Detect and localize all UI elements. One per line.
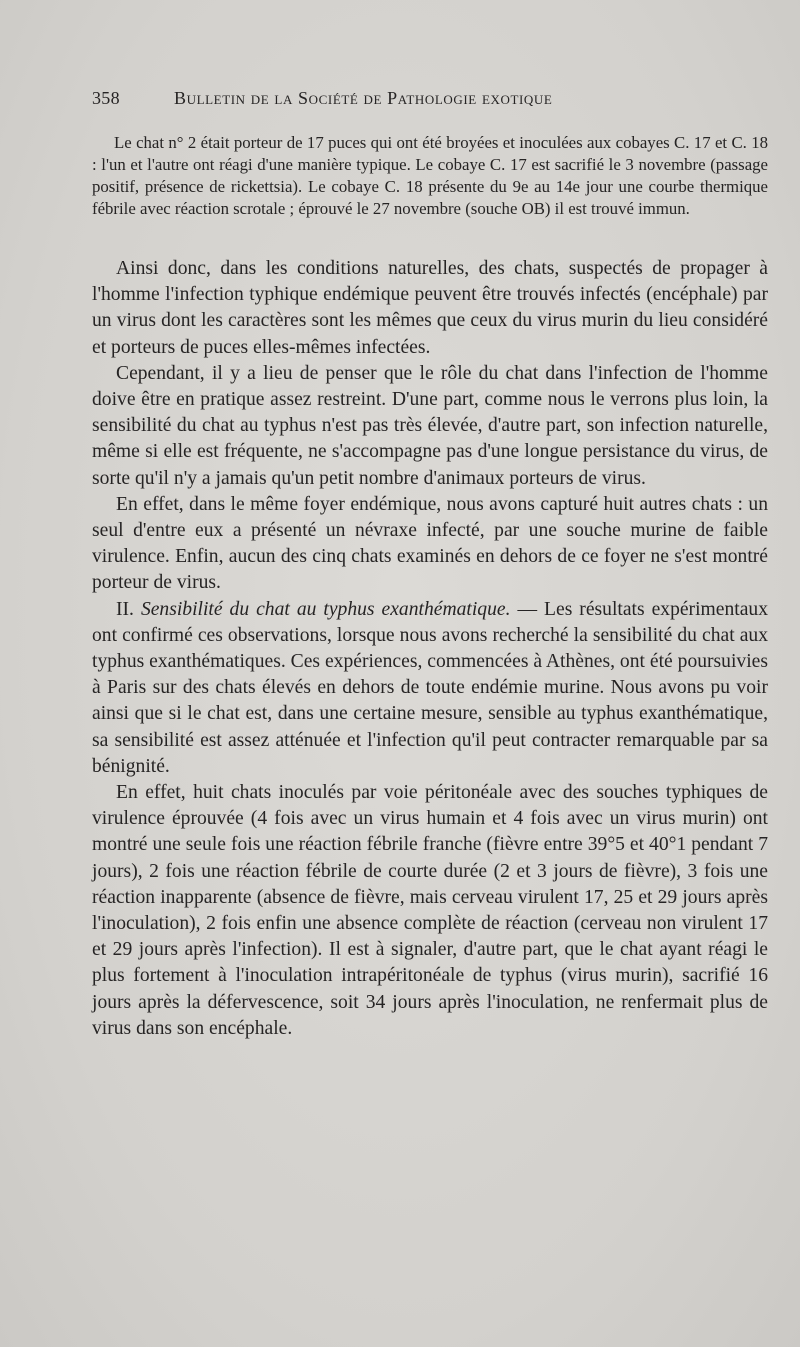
paragraph-conclusion: Ainsi donc, dans les conditions naturelles, des chats, suspectés de propager à l'homme l'infection typhique endémique peuvent être trouvés infectés (encéphale) par un virus dont les caractères sont les mêmes que ceux du virus murin du lieu considéré et porteurs de puces elles-mêmes infectées. bbox=[92, 258, 768, 358]
paragraph-cat-2-experiment: Le chat n° 2 était porteur de 17 puces qui ont été broyées et inoculées aux cobayes C. 17 et C. 18 : l'un et l'autre ont réagi d'une manière typique. Le cobaye C. 17 est sacrifié le 3 novembre (passage positif, présence de rickettsia). Le cobaye C. 18 présente du 9e au 14e jour une courbe thermique fébrile avec réaction scrotale ; éprouvé le 27 novembre (souche OB) il est trouvé immun. bbox=[92, 133, 768, 218]
page-number: 358 bbox=[92, 88, 120, 108]
page-body bbox=[92, 132, 768, 1042]
section-ii-body: — Les résultats expérimentaux ont confirmé ces observations, lorsque nous avons recherché la sensibilité du chat aux typhus exanthématiques. Ces expériences, commencées à Athènes, ont été poursuivies à Paris sur des chats élevés en dehors de toute endémie murine. Nous avons pu voir ainsi que si le chat est, dans une certaine mesure, sensible au typhus exanthématique, sa sensibilité est assez atténuée et l'infection qu'il peut contracter remarquable par sa bénignité. bbox=[92, 598, 768, 777]
paragraph-other-cats: En effet, dans le même foyer endémique, nous avons capturé huit autres chats : un seul d'entre eux a présenté un névraxe infecté, par une souche murine de faible virulence. Enfin, aucun des cinq chats examinés en dehors de ce foyer ne s'est montré porteur de virus. bbox=[92, 493, 768, 594]
paragraph-inoculation-results: En effet, huit chats inoculés par voie péritonéale avec des souches typhiques de virulence éprouvée (4 fois avec un virus humain et 4 fois avec un virus murin) ont montré une seule fois une réaction fébrile franche (fièvre entre 39°5 et 40°1 pendant 7 jours), 2 fois une réaction fébrile de courte durée (2 et 3 jours de fièvre), 3 fois une réaction inapparente (absence de fièvre, mais cerveau virulent 17, 25 et 29 jours après l'inoculation), 2 fois enfin une absence complète de réaction (cerveau non virulent 17 et 29 jours après l'infection). Il est à signaler, d'autre part, que le chat ayant réagi le plus fortement à l'inoculation intrapéritonéale de typhus (virus murin), sacrifié 16 jours après la défervescence, soit 34 jours après l'inoculation, ne renfermait plus de virus dans son encéphale. bbox=[92, 782, 768, 1039]
section-heading: Sensibilité du chat au typhus exanthématique. bbox=[140, 598, 511, 620]
section-gap bbox=[92, 220, 768, 256]
journal-title: Bulletin de la Société de Pathologie exotique bbox=[174, 88, 553, 108]
paragraph-restricted-role: Cependant, il y a lieu de penser que le rôle du chat dans l'infection de l'homme doive être en pratique assez restreint. D'une part, comme nous le verrons plus loin, la sensibilité du chat au typhus n'est pas très élevée, d'autre part, son infection naturelle, même si elle est fréquente, ne s'accompagne pas d'une longue persistance du virus, de sorte qu'il n'y a jamais qu'un petit nombre d'animaux porteurs de virus. bbox=[92, 362, 768, 489]
section-numeral: II. bbox=[116, 598, 134, 620]
paragraph-section-ii bbox=[92, 597, 768, 780]
